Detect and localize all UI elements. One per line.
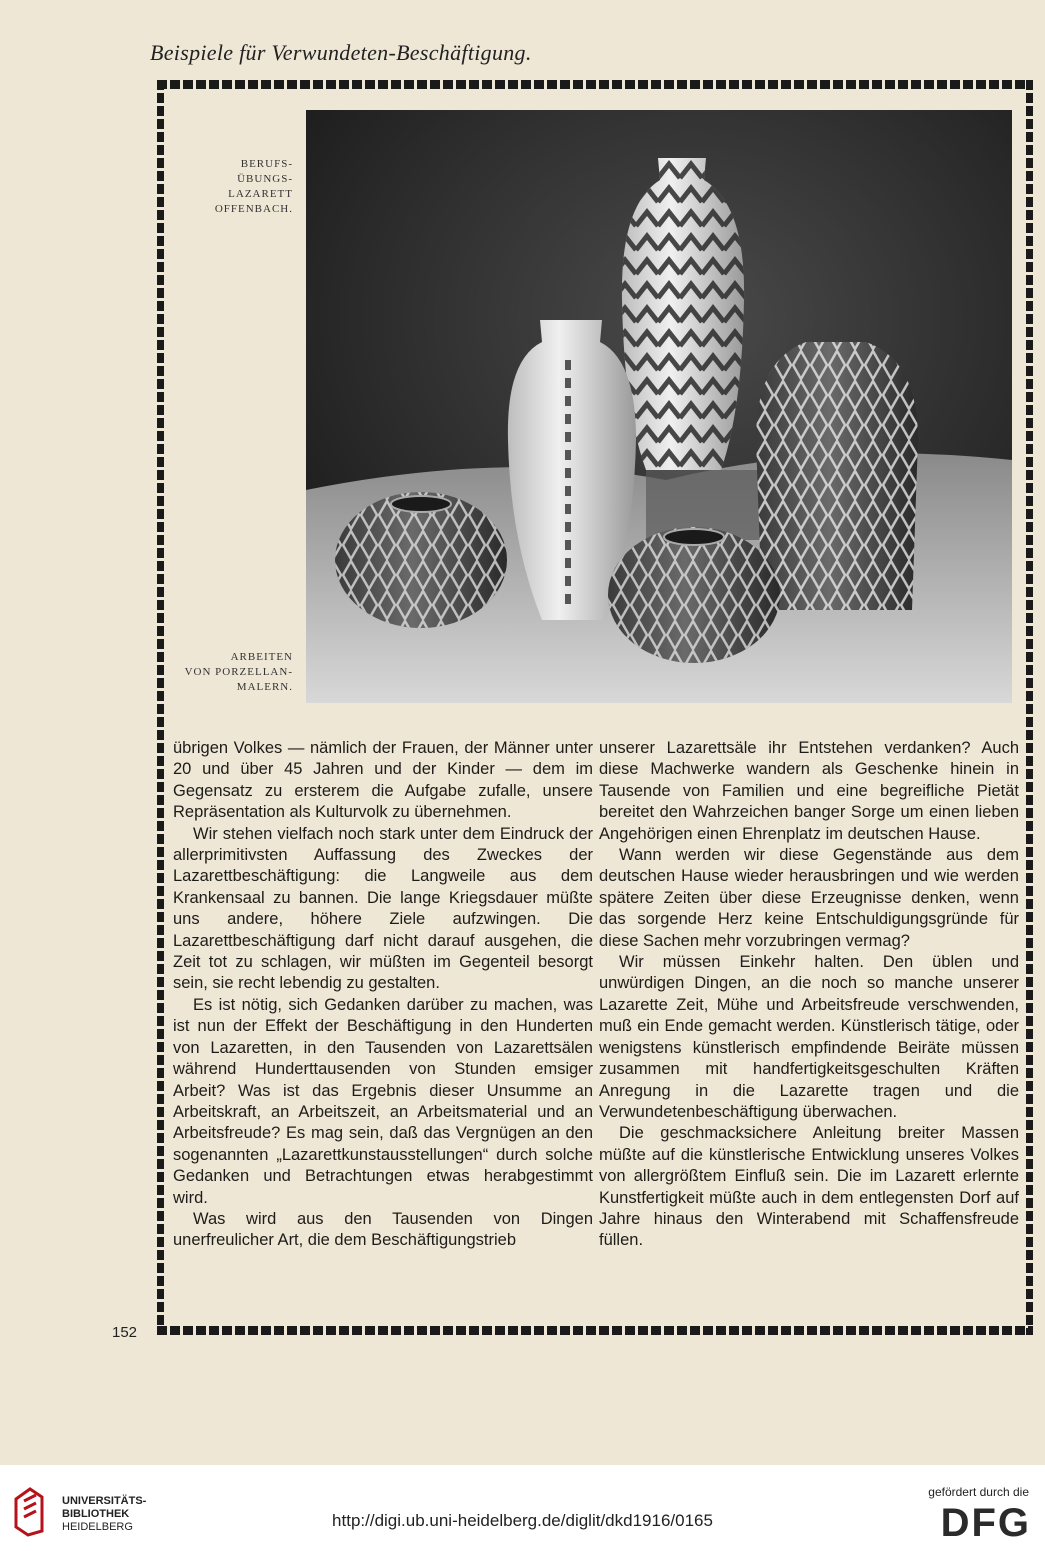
decorative-border-top xyxy=(157,80,1033,89)
caption-line: BERUFS- xyxy=(240,158,293,170)
library-name-line: UNIVERSITÄTS- xyxy=(62,1495,147,1507)
decorative-border-bottom xyxy=(157,1326,1033,1335)
vase-photograph xyxy=(306,110,1012,703)
caption-bottom xyxy=(185,650,293,695)
funded-by-label: gefördert durch die xyxy=(928,1485,1029,1499)
decorative-border-left xyxy=(157,80,164,1335)
caption-line: LAZARETT xyxy=(228,188,293,200)
footer-bar xyxy=(0,1465,1045,1551)
paragraph: Es ist nötig, sich Gedanken darüber zu machen, was ist nun der Effekt der Beschäftigung in den Hunderten von Lazaretten, in den Tausenden von Lazarettsälen während Hunderttausenden von Stunden emsiger Arbeit? Was ist das Ergebnis dieser Unsumme an Arbeitskraft, an Arbeitszeit, an Arbeitsmaterial und an Arbeitsfreude? Es mag sein, daß das Vergnügen an den sogenannten „Lazarettkunstausstellungen“ durch solche Gedanken und Betrachtungen etwas herabgestimmt wird. xyxy=(173,995,593,1207)
library-name-line: BIBLIOTHEK xyxy=(62,1508,130,1520)
paragraph: Wir stehen vielfach noch stark unter dem Eindruck der allerprimitivsten Auffassung des Zweckes der Lazarettbeschäftigung: die Langweile aus dem Krankensaal zu bannen. Die lange Kriegsdauer müßte uns andere, höhere Ziele aufzwingen. Die Lazarettbeschäftigung darf nicht darauf ausgehen, die Zeit tot zu schlagen, wir müßten im Gegenteil besorgt sein, sie recht lebendig zu gestalten. xyxy=(173,824,593,993)
caption-top xyxy=(215,157,293,217)
page-title: Beispiele für Verwundeten-Beschäftigung. xyxy=(150,40,532,65)
caption-line: MALERN. xyxy=(236,681,293,693)
paragraph: unserer Lazarettsäle ihr Entstehen verdanken? Auch diese Machwerke wandern als Geschenke hinein in Tausende von Familien und eine begreifliche Pietät bereitet den Wahrzeichen banger Sorge um einen lieben Angehörigen einen Ehrenplatz im deutschen Hause. xyxy=(599,739,1019,843)
text-column-right xyxy=(599,738,1019,1252)
decorative-border-right xyxy=(1026,80,1033,1335)
vase-photo-illustration xyxy=(306,110,1012,703)
dfg-logo: DFG xyxy=(940,1501,1031,1545)
page-number: 152 xyxy=(112,1324,138,1341)
paragraph: Wann werden wir diese Gegenstände aus dem deutschen Hause wieder herausbringen und wie werden spätere Zeiten über diese Erzeugnisse denken, wenn das sorgende Herz keine Entschuldigungsgründe für diese Sachen mehr vorzubringen vermag? xyxy=(599,846,1019,950)
paragraph: Wir müssen Einkehr halten. Den üblen und unwürdigen Dingen, an die noch so manche unserer Lazarette Zeit, Mühe und Arbeitsfreude verschwenden, muß ein Ende gemacht werden. Künstlerisch tätige, oder wenigstens künstlerisch empfindende Beiräte müssen zusammen mit handfertigkeitsgeschulten Kräften Anregung in die Lazarette tragen und die Verwundetenbeschäftigung überwachen. xyxy=(599,953,1019,1121)
text-column-left xyxy=(173,738,593,1252)
caption-line: ARBEITEN xyxy=(230,651,293,663)
library-name-line: HEIDELBERG xyxy=(62,1521,133,1533)
caption-line: VON PORZELLAN- xyxy=(184,666,293,678)
source-url-link[interactable]: http://digi.ub.uni-heidelberg.de/diglit/dkd1916/0165 xyxy=(332,1511,713,1530)
caption-line: ÜBUNGS- xyxy=(237,173,293,185)
paragraph: Die geschmacksichere Anleitung breiter Massen müßte auf die künstlerische Entwicklung unseres Volkes von allergrößtem Einfluß sein. Die im Lazarett erlernte Kunstfertigkeit müßte auch in dem entlegensten Dorf auf Jahre hinaus den Winterabend mit Schaffensfreude füllen. xyxy=(599,1124,1019,1250)
paragraph: übrigen Volkes — nämlich der Frauen, der Männer unter 20 und über 45 Jahren und der Kinder — dem im Gegensatz zu ersterem die Aufgabe zufalle, unsere Repräsentation als Kulturvolk zu übernehmen. xyxy=(173,739,593,822)
paragraph: Was wird aus den Tausenden von Dingen unerfreulicher Art, die dem Beschäftigungstrieb xyxy=(173,1209,593,1250)
caption-line: OFFENBACH. xyxy=(214,203,293,215)
